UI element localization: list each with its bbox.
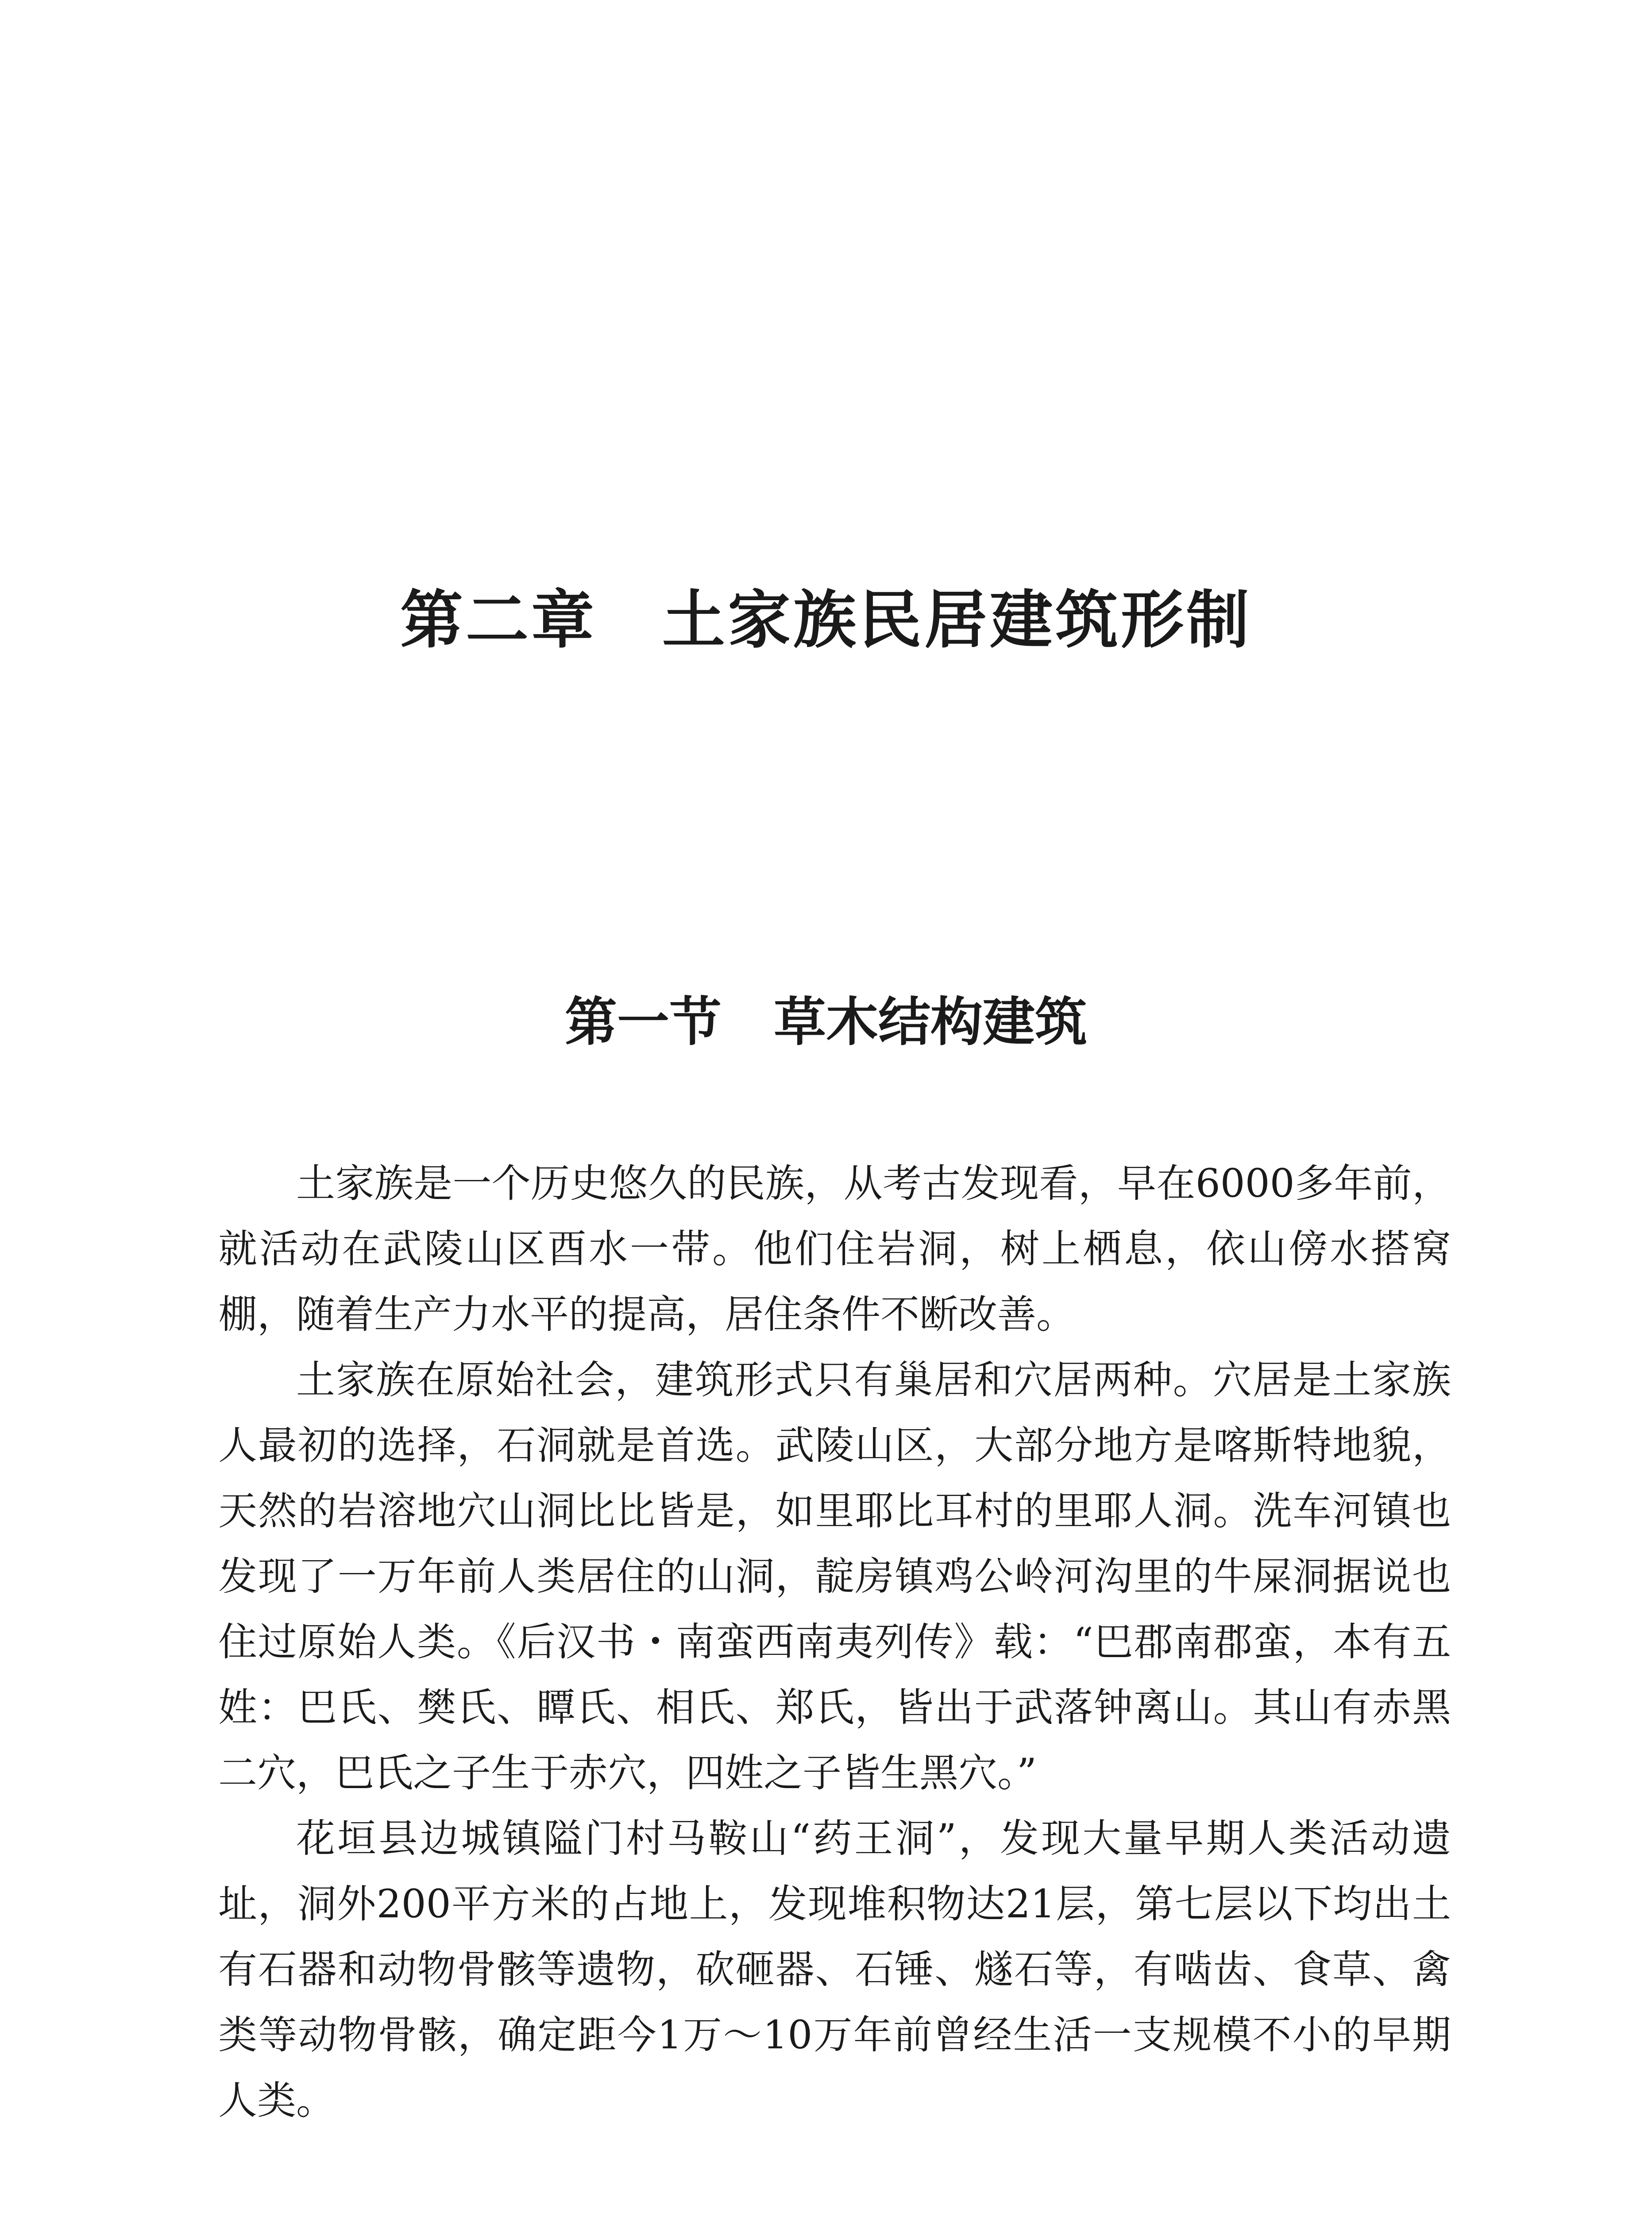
paragraph-2: 土家族在原始社会，建筑形式只有巢居和穴居两种。穴居是土家族人最初的选择，石洞就是首选。武陵山区，大部分地方是喀斯特地貌，天然的岩溶地穴山洞比比皆是，如里耶比耳村的里耶人洞。洗车河镇也发现了一万年前人类居住的山洞，靛房镇鸡公岭河沟里的牛屎洞据说也住过原始人类。《后汉书・南蛮西南夷列传》载：“巴郡南郡蛮，本有五姓：巴氏、樊氏、瞫氏、相氏、郑氏，皆出于武落钟离山。其山有赤黑二穴，巴氏之子生于赤穴，四姓之子皆生黑穴。” xyxy=(218,1357,1451,1796)
body-text xyxy=(218,1151,1451,2133)
paragraph-3: 花垣县边城镇隘门村马鞍山“药王洞”，发现大量早期人类活动遗址，洞外200平方米的占地上，发现堆积物达21层，第七层以下均出土有石器和动物骨骸等遗物，砍砸器、石锤、燧石等，有啮齿、食草、禽类等动物骨骸，确定距今1万～10万年前曾经生活一支规模不小的早期人类。 xyxy=(218,1816,1451,2123)
chapter-title: 第二章 土家族民居建筑形制 xyxy=(400,583,1252,657)
section-title: 第一节 草木结构建筑 xyxy=(564,991,1087,1053)
paragraph-1: 土家族是一个历史悠久的民族，从考古发现看，早在6000多年前，就活动在武陵山区酉水一带。他们住岩洞，树上栖息，依山傍水搭窝棚，随着生产力水平的提高，居住条件不断改善。 xyxy=(218,1160,1451,1337)
